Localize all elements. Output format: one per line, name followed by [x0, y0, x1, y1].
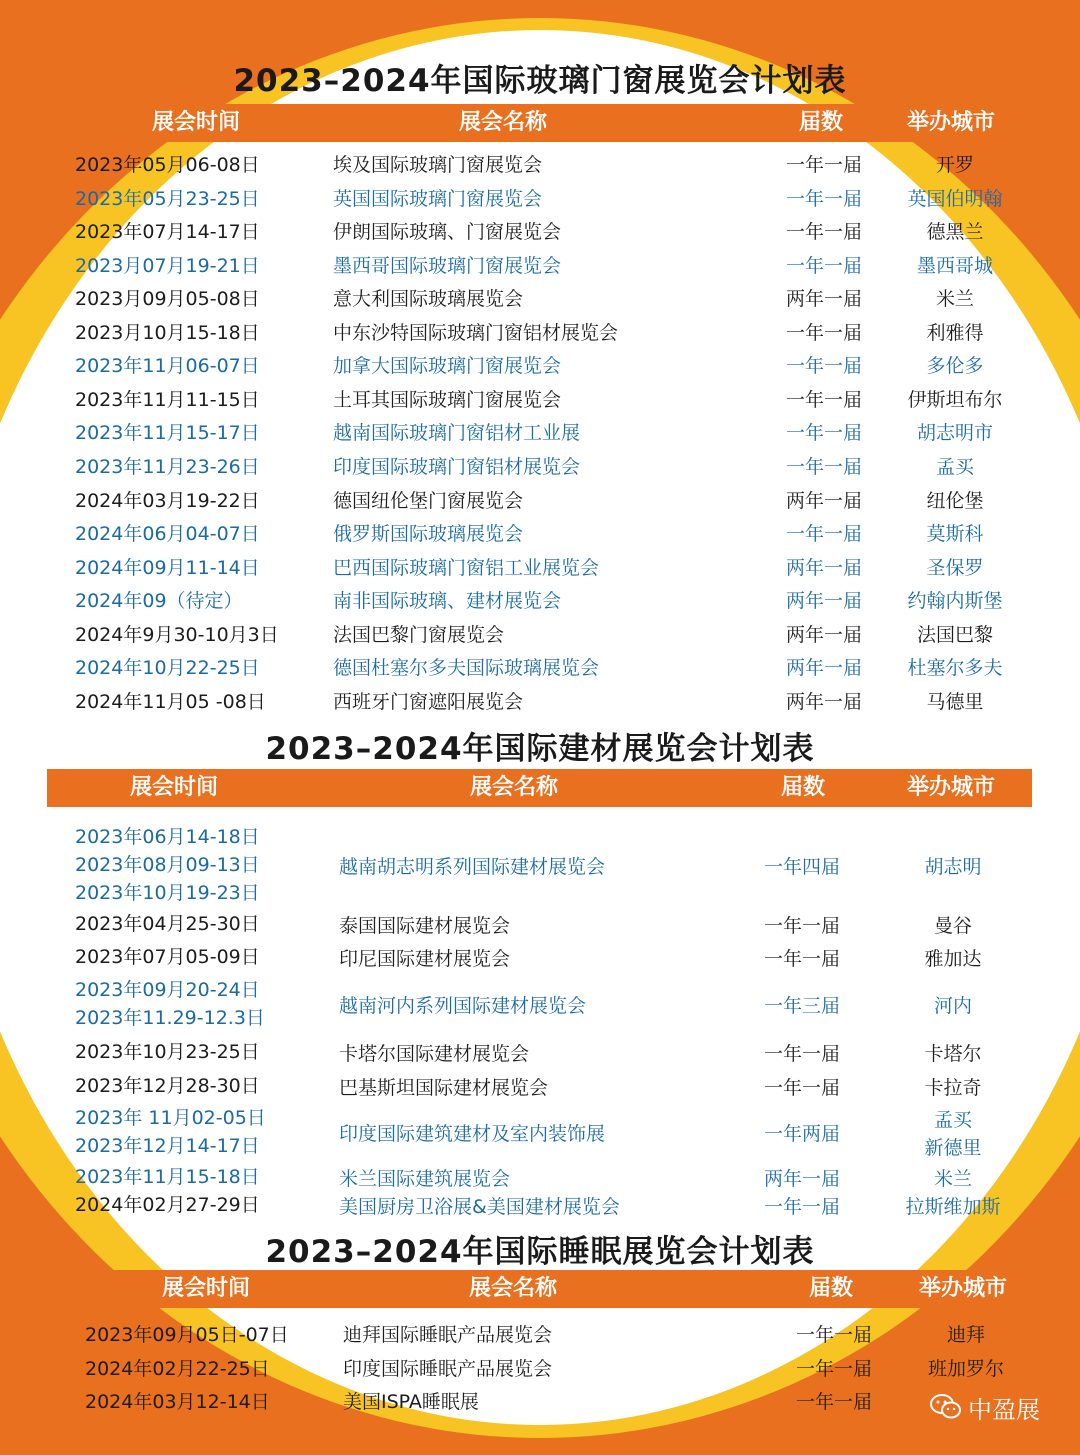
row-name: 印尼国际建材展览会	[339, 948, 511, 970]
row-date: 2023年08月09-13日	[75, 854, 260, 876]
row-date: 2024年10月22-25日	[75, 657, 260, 680]
row-freq: 两年一届	[786, 657, 863, 680]
header-freq: 届数	[781, 775, 826, 800]
row-date: 2023年11月06-07日	[75, 355, 260, 378]
row-name: 巴基斯坦国际建材展览会	[339, 1077, 549, 1099]
row-city: 多伦多	[926, 355, 984, 378]
row-freq: 一年一届	[786, 355, 863, 378]
row-city: 马德里	[926, 690, 984, 713]
row-name: 埃及国际玻璃门窗展览会	[333, 154, 543, 176]
row-date: 2023年11.29-12.3日	[75, 1007, 265, 1029]
row-date: 2024年11月05 -08日	[75, 690, 266, 713]
row-freq: 一年一届	[786, 321, 863, 344]
row-date: 2023月09月05-08日	[75, 288, 260, 311]
header-name: 展会名称	[470, 775, 559, 800]
header-bar-building	[47, 769, 1032, 807]
row-freq: 一年四届	[764, 856, 841, 878]
row-city: 莫斯科	[926, 523, 984, 546]
row-date: 2023年11月11-15日	[75, 388, 260, 411]
row-name: 西班牙门窗遮阳展览会	[333, 690, 524, 713]
row-city: 纽伦堡	[926, 489, 984, 512]
row-name: 英国国际玻璃门窗展览会	[333, 187, 543, 210]
row-name: 米兰国际建筑展览会	[339, 1168, 511, 1190]
row-city: 班加罗尔	[927, 1357, 1005, 1380]
row-date: 2023年07月14-17日	[75, 221, 260, 244]
row-date: 2023月10月15-18日	[75, 321, 260, 344]
section-title-glass: 2023–2024年国际玻璃门窗展览会计划表	[233, 63, 847, 99]
row-freq: 一年一届	[786, 154, 863, 176]
row-city: 河内	[933, 995, 973, 1017]
row-city: 杜塞尔多夫	[907, 657, 1003, 680]
row-date: 2023年09月05日-07日	[85, 1324, 289, 1346]
row-date: 2023年12月14-17日	[75, 1135, 260, 1157]
row-date: 2024年02月22-25日	[85, 1357, 270, 1380]
row-date: 2023年06月14-18日	[75, 826, 260, 848]
row-date: 2024年03月12-14日	[85, 1391, 270, 1413]
row-city: 伊斯坦布尔	[907, 388, 1003, 411]
row-date: 2023年11月15-18日	[75, 1166, 260, 1188]
row-date: 2023月07月19-21日	[75, 254, 260, 277]
row-date: 2023年04月25-30日	[75, 913, 260, 935]
row-freq: 一年一届	[764, 1077, 841, 1099]
wechat-icon	[930, 1393, 962, 1421]
row-name: 伊朗国际玻璃、门窗展览会	[333, 221, 562, 244]
row-city: 利雅得	[926, 321, 984, 344]
row-date: 2024年9月30-10月3日	[75, 623, 279, 646]
row-freq: 一年一届	[786, 187, 863, 210]
row-city: 迪拜	[946, 1324, 986, 1346]
row-city: 胡志明	[924, 856, 982, 878]
header-bar-glass	[47, 104, 1032, 142]
row-city: 米兰	[935, 288, 975, 311]
row-name: 美国ISPA睡眠展	[343, 1391, 479, 1413]
row-name: 印度国际睡眠产品展览会	[343, 1357, 553, 1380]
row-date: 2023年11月15-17日	[75, 422, 260, 445]
row-freq: 两年一届	[786, 623, 863, 646]
row-name: 加拿大国际玻璃门窗展览会	[333, 355, 562, 378]
row-date: 2024年03月19-22日	[75, 489, 260, 512]
row-date: 2023年09月20-24日	[75, 979, 260, 1001]
section-title-building: 2023–2024年国际建材展览会计划表	[265, 731, 815, 767]
row-city: 开罗	[935, 154, 975, 176]
header-bar-sleep	[57, 1270, 1042, 1308]
row-freq: 两年一届	[786, 590, 863, 613]
row-city: 新德里	[924, 1137, 982, 1159]
row-name: 墨西哥国际玻璃门窗展览会	[333, 254, 562, 277]
row-date: 2023年07月05-09日	[75, 946, 260, 968]
row-name: 印度国际建筑建材及室内装饰展	[339, 1123, 606, 1145]
row-city: 卡塔尔	[924, 1043, 982, 1065]
row-freq: 一年一届	[786, 254, 863, 277]
watermark-text: 中盈展	[968, 1395, 1040, 1424]
row-freq: 一年一届	[786, 221, 863, 244]
row-date: 2024年09月11-14日	[75, 556, 260, 579]
row-city: 墨西哥城	[916, 254, 994, 277]
row-freq: 一年三届	[764, 995, 841, 1017]
row-city: 法国巴黎	[916, 623, 994, 646]
row-date: 2024年02月27-29日	[75, 1194, 260, 1216]
header-freq: 届数	[809, 1276, 854, 1301]
header-date: 展会时间	[152, 110, 241, 135]
row-name: 土耳其国际玻璃门窗展览会	[333, 388, 562, 411]
row-city: 胡志明市	[916, 422, 994, 445]
row-freq: 两年一届	[786, 556, 863, 579]
row-name: 越南胡志明系列国际建材展览会	[339, 856, 606, 878]
row-date: 2023年12月28-30日	[75, 1075, 260, 1097]
row-freq: 一年一届	[796, 1324, 873, 1346]
row-date: 2023年10月23-25日	[75, 1041, 260, 1063]
row-name: 印度国际玻璃门窗铝材展览会	[333, 455, 581, 478]
header-city: 举办城市	[907, 775, 996, 800]
row-freq: 一年一届	[786, 523, 863, 546]
row-city: 米兰	[933, 1168, 973, 1190]
row-name: 德国纽伦堡门窗展览会	[333, 489, 524, 512]
row-freq: 一年一届	[764, 1043, 841, 1065]
row-name: 俄罗斯国际玻璃展览会	[333, 523, 524, 546]
row-name: 泰国国际建材展览会	[339, 915, 511, 937]
row-date: 2023年10月19-23日	[75, 882, 260, 904]
row-freq: 两年一届	[786, 690, 863, 713]
header-name: 展会名称	[459, 110, 548, 135]
row-freq: 一年一届	[764, 1196, 841, 1218]
row-freq: 一年两届	[764, 1123, 841, 1145]
row-name: 德国杜塞尔多夫国际玻璃展览会	[333, 657, 600, 680]
row-city: 约翰内斯堡	[907, 590, 1003, 613]
row-city: 英国伯明翰	[907, 187, 1003, 210]
row-name: 卡塔尔国际建材展览会	[339, 1043, 530, 1065]
row-city: 曼谷	[933, 915, 973, 937]
row-city: 拉斯维加斯	[905, 1196, 1001, 1218]
row-freq: 一年一届	[764, 948, 841, 970]
row-freq: 一年一届	[786, 388, 863, 411]
row-date: 2024年06月04-07日	[75, 523, 260, 546]
row-name: 意大利国际玻璃展览会	[333, 288, 524, 311]
row-date: 2023年05月06-08日	[75, 154, 260, 176]
row-city: 卡拉奇	[924, 1077, 982, 1099]
row-city: 孟买	[933, 1109, 973, 1131]
row-freq: 两年一届	[764, 1168, 841, 1190]
row-date: 2023年 11月02-05日	[75, 1107, 266, 1129]
header-city: 举办城市	[919, 1276, 1008, 1301]
row-name: 迪拜国际睡眠产品展览会	[343, 1324, 553, 1346]
header-date: 展会时间	[162, 1276, 251, 1301]
header-city: 举办城市	[907, 110, 996, 135]
row-freq: 一年一届	[786, 422, 863, 445]
row-date: 2023年11月23-26日	[75, 455, 260, 478]
row-freq: 一年一届	[796, 1357, 873, 1380]
row-name: 南非国际玻璃、建材展览会	[333, 590, 562, 613]
row-city: 圣保罗	[926, 556, 984, 579]
row-freq: 一年一届	[796, 1391, 873, 1413]
row-freq: 一年一届	[786, 455, 863, 478]
header-name: 展会名称	[469, 1276, 558, 1301]
row-name: 中东沙特国际玻璃门窗铝材展览会	[333, 321, 619, 344]
row-date: 2024年09（待定）	[75, 590, 243, 613]
row-name: 巴西国际玻璃门窗铝工业展览会	[333, 556, 600, 579]
row-name: 美国厨房卫浴展&美国建材展览会	[339, 1196, 620, 1218]
row-freq: 两年一届	[786, 288, 863, 311]
row-name: 法国巴黎门窗展览会	[333, 623, 505, 646]
row-name: 越南河内系列国际建材展览会	[339, 995, 587, 1017]
watermark	[930, 1390, 1040, 1424]
section-title-sleep: 2023–2024年国际睡眠展览会计划表	[265, 1234, 815, 1270]
row-city: 孟买	[935, 455, 975, 478]
row-name: 越南国际玻璃门窗铝材工业展	[333, 422, 581, 445]
header-date: 展会时间	[130, 775, 219, 800]
row-freq: 一年一届	[764, 915, 841, 937]
row-freq: 两年一届	[786, 489, 863, 512]
header-freq: 届数	[799, 110, 844, 135]
row-city: 雅加达	[924, 948, 982, 970]
row-date: 2023年05月23-25日	[75, 187, 260, 210]
row-city: 德黑兰	[926, 221, 984, 244]
